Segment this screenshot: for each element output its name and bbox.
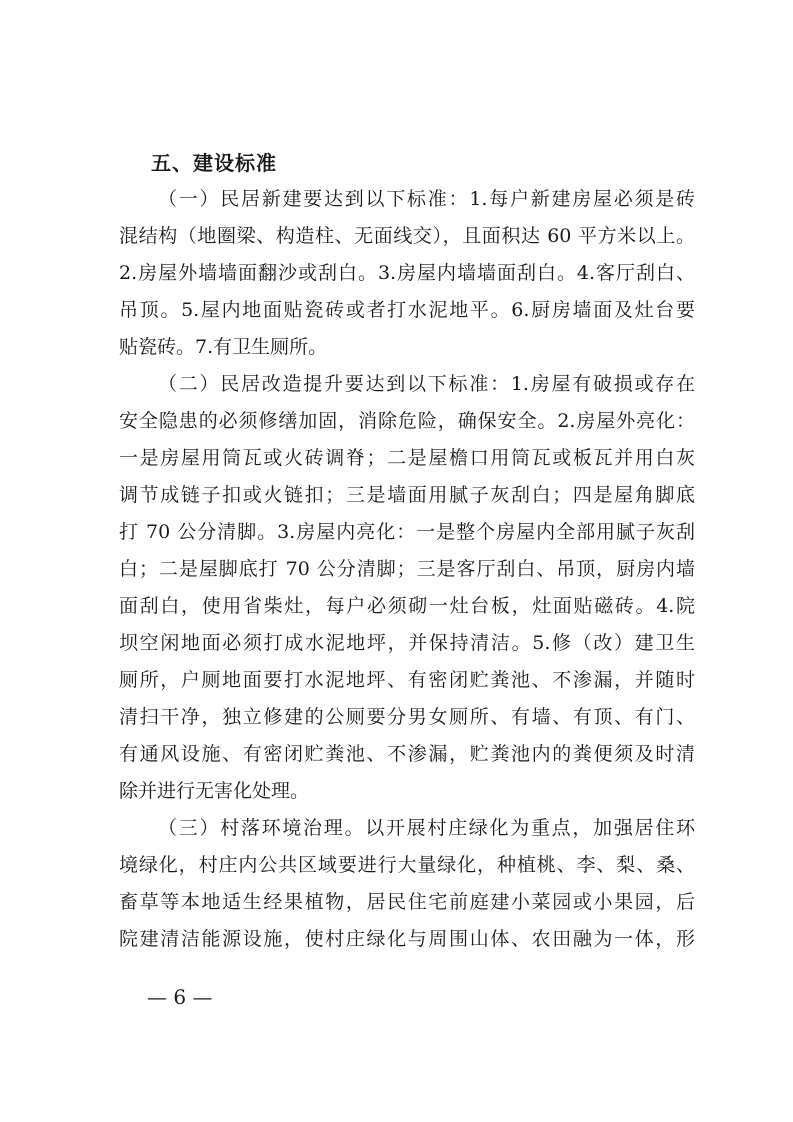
paragraph-line: 院建清洁能源设施，使村庄绿化与周围山体、农田融为一体，形 bbox=[119, 928, 695, 950]
paragraph-line: 厕所，户厕地面要打水泥地坪、有密闭贮粪池、不渗漏，并随时 bbox=[119, 669, 695, 691]
paragraph-line: 畜草等本地适生经果植物，居民住宅前庭建小菜园或小果园，后 bbox=[119, 891, 695, 913]
paragraph-line: 坝空闲地面必须打成水泥地坪，并保持清洁。5.修（改）建卫生 bbox=[119, 632, 695, 654]
paragraph-line: 贴瓷砖。7.有卫生厕所。 bbox=[119, 336, 328, 358]
paragraph-line: 境绿化，村庄内公共区域要进行大量绿化，种植桃、李、梨、桑、 bbox=[119, 854, 695, 876]
paragraph-line: 白；二是屋脚底打 70 公分清脚；三是客厅刮白、吊顶，厨房内墙 bbox=[119, 558, 695, 580]
paragraph-line: 一是房屋用筒瓦或火砖调脊；二是屋檐口用筒瓦或板瓦并用白灰 bbox=[119, 447, 695, 469]
paragraph-line: 调节成链子扣或火链扣；三是墙面用腻子灰刮白；四是屋角脚底 bbox=[119, 484, 695, 506]
paragraph-line: 清扫干净，独立修建的公厕要分男女厕所、有墙、有顶、有门、 bbox=[119, 706, 695, 728]
paragraph-line: 面刮白，使用省柴灶，每户必须砌一灶台板，灶面贴磁砖。4.院 bbox=[119, 595, 695, 617]
paragraph-line: 除并进行无害化处理。 bbox=[119, 780, 310, 802]
paragraph-line: 有通风设施、有密闭贮粪池、不渗漏，贮粪池内的粪便须及时清 bbox=[119, 743, 695, 765]
section-heading: 五、建设标准 bbox=[151, 151, 277, 175]
paragraph-line: （二）民居改造提升要达到以下标准：1.房屋有破损或存在 bbox=[158, 373, 695, 395]
paragraph-line: 混结构（地圈梁、构造柱、无面线交），且面积达 60 平方米以上。 bbox=[119, 225, 695, 247]
paragraph-line: 吊顶。5.屋内地面贴瓷砖或者打水泥地平。6.厨房墙面及灶台要 bbox=[119, 299, 695, 321]
paragraph-line: 安全隐患的必须修缮加固，消除危险，确保安全。2.房屋外亮化： bbox=[119, 410, 695, 432]
paragraph-line: （一）民居新建要达到以下标准：1.每户新建房屋必须是砖 bbox=[158, 188, 695, 210]
paragraph-line: 2.房屋外墙墙面翻沙或刮白。3.房屋内墙墙面刮白。4.客厅刮白、 bbox=[119, 262, 695, 284]
paragraph-line: （三）村落环境治理。以开展村庄绿化为重点，加强居住环 bbox=[158, 817, 695, 839]
page-number: — 6 — bbox=[147, 985, 213, 1009]
paragraph-line: 打 70 公分清脚。3.房屋内亮化：一是整个房屋内全部用腻子灰刮 bbox=[119, 521, 695, 543]
